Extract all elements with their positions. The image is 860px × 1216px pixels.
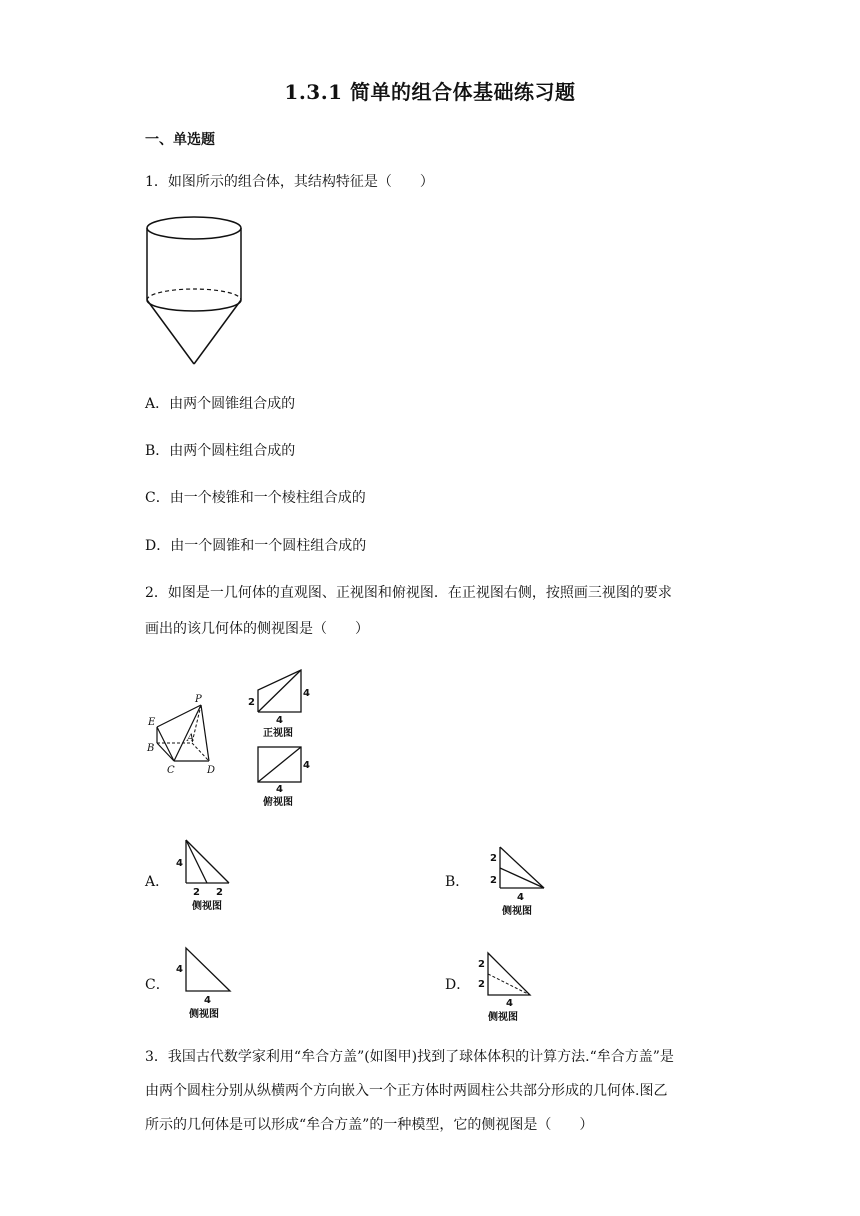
- question-2-option-d-letter[interactable]: D．: [445, 977, 471, 993]
- option-b-label-lower: 2: [490, 875, 497, 886]
- question-1-option-d[interactable]: D．由一个圆锥和一个圆柱组合成的: [145, 538, 367, 554]
- vertex-label-e: E: [148, 717, 156, 728]
- vertex-label-d: D: [207, 765, 216, 776]
- front-view-caption: 正视图: [263, 728, 293, 739]
- option-a-label-left: 4: [176, 858, 183, 869]
- option-d-label-upper: 2: [478, 959, 485, 970]
- question-1-stem: 1．如图所示的组合体，其结构特征是（ ）: [145, 174, 434, 190]
- question-3-line-2: 由两个圆柱分别从纵横两个方向嵌入一个正方体时两圆柱公共部分形成的几何体.图乙: [145, 1083, 668, 1099]
- vertex-label-a: A: [187, 733, 195, 744]
- top-view-caption: 俯视图: [263, 797, 293, 808]
- question-2-option-c-letter[interactable]: C．: [145, 977, 170, 993]
- front-view-label-left: 2: [248, 697, 255, 708]
- question-2-option-b-letter[interactable]: B．: [445, 874, 470, 890]
- option-c-label-bottom: 4: [204, 995, 211, 1006]
- question-2-option-b-figure[interactable]: [484, 842, 560, 922]
- option-d-caption: 侧视图: [488, 1012, 518, 1023]
- vertex-label-p: P: [195, 694, 202, 705]
- section-heading: 一、单选题: [145, 132, 215, 148]
- top-view-label-right: 4: [303, 760, 310, 771]
- question-2-stem-line-2: 画出的该几何体的侧视图是（ ）: [145, 621, 369, 637]
- question-3-line-3: 所示的几何体是可以形成“牟合方盖”的一种模型，它的侧视图是（ ）: [145, 1117, 594, 1133]
- top-view-label-bottom: 4: [276, 784, 283, 795]
- question-1-figure: [144, 214, 248, 368]
- option-a-label-bottom-1: 2: [193, 887, 200, 898]
- front-view-label-bottom: 4: [276, 715, 283, 726]
- option-c-label-left: 4: [176, 964, 183, 975]
- question-2-option-c-figure[interactable]: [172, 942, 244, 1022]
- question-3-line-1: 3．我国古代数学家利用“牟合方盖”(如图甲)找到了球体体积的计算方法.“牟合方盖”是: [145, 1049, 674, 1065]
- question-2-option-a-figure[interactable]: [172, 836, 242, 916]
- option-a-label-bottom-2: 2: [216, 887, 223, 898]
- question-1-option-c[interactable]: C．由一个棱锥和一个棱柱组合成的: [145, 490, 366, 506]
- option-a-caption: 侧视图: [192, 901, 222, 912]
- vertex-label-c: C: [167, 765, 175, 776]
- option-b-label-bottom: 4: [517, 892, 524, 903]
- option-b-label-upper: 2: [490, 853, 497, 864]
- question-2-top-view: [244, 744, 314, 810]
- option-d-label-lower: 2: [478, 979, 485, 990]
- question-2-front-view: [244, 664, 314, 742]
- front-view-label-right: 4: [303, 688, 310, 699]
- question-2-perspective-figure: [144, 690, 224, 780]
- option-c-caption: 侧视图: [189, 1009, 219, 1020]
- option-d-label-bottom: 4: [506, 998, 513, 1009]
- question-1-option-b[interactable]: B．由两个圆柱组合成的: [145, 443, 296, 459]
- question-2-stem-line-1: 2．如图是一几何体的直观图、正视图和俯视图．在正视图右侧，按照画三视图的要求: [145, 585, 672, 601]
- question-2-option-a-letter[interactable]: A．: [145, 874, 170, 890]
- page-title: 1.3.1 简单的组合体基础练习题: [284, 80, 576, 104]
- question-1-option-a[interactable]: A．由两个圆锥组合成的: [145, 396, 296, 412]
- vertex-label-b: B: [147, 743, 155, 754]
- option-b-caption: 侧视图: [502, 906, 532, 917]
- question-2-option-d-figure[interactable]: [474, 948, 554, 1028]
